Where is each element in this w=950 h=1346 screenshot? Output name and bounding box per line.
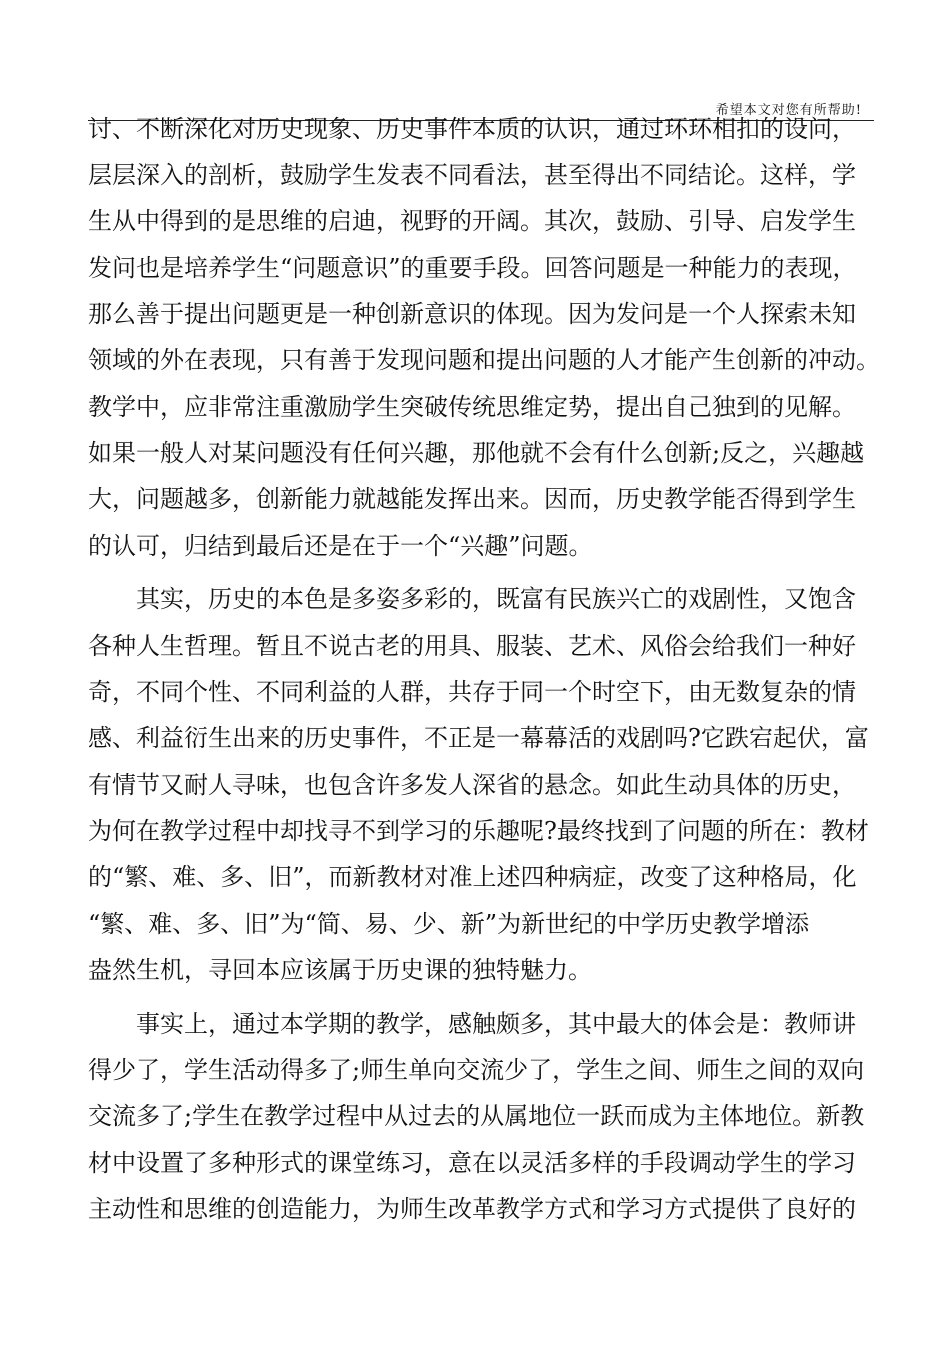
header-note: 希望本文对您有所帮助!	[715, 103, 862, 118]
text-line: 大，问题越多，创新能力就越能发挥出来。因而，历史教学能否得到学生	[88, 485, 856, 513]
text-line: 交流多了;学生在教学过程中从过去的从属地位一跃而成为主体地位。新教	[88, 1102, 865, 1130]
text-line: 各种人生哲理。暂且不说古老的用具、服装、艺术、风俗会给我们一种好	[88, 632, 856, 660]
text-line: 那么善于提出问题更是一种创新意识的体现。因为发问是一个人探索未知	[88, 300, 856, 328]
text-line: 盎然生机，寻回本应该属于历史课的独特魅力。	[88, 956, 592, 984]
text-line: 其实，历史的本色是多姿多彩的，既富有民族兴亡的戏剧性，又饱含	[136, 585, 856, 613]
text-line: 如果一般人对某问题没有任何兴趣，那他就不会有什么创新;反之，兴趣越	[88, 439, 865, 467]
text-line: 主动性和思维的创造能力，为师生改革教学方式和学习方式提供了良好的	[88, 1195, 856, 1223]
text-line: “繁、难、多、旧”为“简、易、少、新”为新世纪的中学历史教学增添	[88, 910, 810, 938]
text-line: 层层深入的剖析，鼓励学生发表不同看法，甚至得出不同结论。这样，学	[88, 161, 856, 189]
text-line: 得少了，学生活动得多了;师生单向交流少了，学生之间、师生之间的双向	[88, 1056, 865, 1084]
text-line: 发问也是培养学生“问题意识”的重要手段。回答问题是一种能力的表现，	[88, 254, 857, 282]
text-line: 有情节又耐人寻味，也包含许多发人深省的悬念。如此生动具体的历史，	[88, 771, 856, 799]
text-line: 领域的外在表现，只有善于发现问题和提出问题的人才能产生创新的冲动。	[88, 346, 880, 374]
text-line: 感、利益衍生出来的历史事件，不正是一幕幕活的戏剧吗?它跌宕起伏，富	[88, 724, 869, 752]
text-line: 材中设置了多种形式的课堂练习，意在以灵活多样的手段调动学生的学习	[88, 1149, 856, 1177]
text-line: 讨、不断深化对历史现象、历史事件本质的认识，通过环环相扣的设问，	[88, 115, 856, 143]
text-line: 的认可，归结到最后还是在于一个“兴趣”问题。	[88, 532, 593, 560]
text-line: 为何在教学过程中却找寻不到学习的乐趣呢?最终找到了问题的所在：教材	[88, 817, 869, 845]
text-line: 的“繁、难、多、旧”，而新教材对准上述四种病症，改变了这种格局，化	[88, 863, 857, 891]
text-line: 奇，不同个性、不同利益的人群，共存于同一个时空下，由无数复杂的情	[88, 678, 856, 706]
text-line: 生从中得到的是思维的启迪，视野的开阔。其次，鼓励、引导、启发学生	[88, 207, 856, 235]
text-line: 教学中，应非常注重激励学生突破传统思维定势，提出自己独到的见解。	[88, 393, 856, 421]
text-line: 事实上，通过本学期的教学，感触颇多，其中最大的体会是：教师讲	[136, 1010, 856, 1038]
